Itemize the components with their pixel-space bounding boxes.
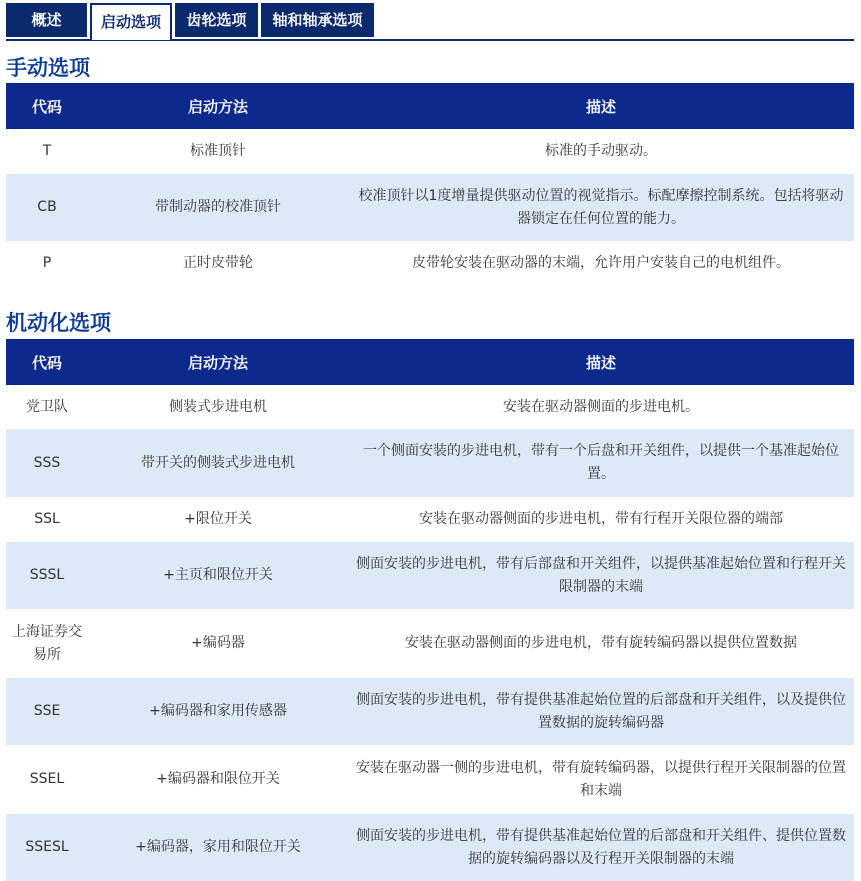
tab-shaft-bearing-options[interactable]: 轴和轴承选项 — [261, 3, 374, 37]
cell-description: 侧面安装的步进电机，带有提供基准起始位置的后部盘和开关组件、提供位置数据的旋转编码器以及行程开关限制器的末端 — [348, 814, 854, 881]
table-row — [6, 129, 854, 174]
cell-code: SSEL — [29, 771, 65, 787]
cell-description: 标准的手动驱动。 — [545, 143, 657, 159]
motorized-options-table — [6, 339, 854, 881]
table-row — [6, 429, 854, 497]
cell-code: CB — [6, 174, 88, 241]
cell-code: T — [42, 143, 52, 159]
manual-options-table — [6, 83, 854, 286]
cell-code: SSESL — [6, 814, 88, 881]
table-row — [6, 678, 854, 745]
column-header-method: 启动方法 — [88, 339, 348, 385]
manual-section-title: 手动选项 — [6, 56, 90, 80]
table-header-row — [6, 83, 854, 129]
cell-description: 皮带轮安装在驱动器的末端，允许用户安装自己的电机组件。 — [412, 255, 790, 271]
table-row — [6, 745, 854, 814]
column-header-code: 代码 — [6, 339, 88, 385]
cell-code: 党卫队 — [26, 398, 68, 415]
column-header-description: 描述 — [348, 339, 854, 385]
cell-description: 安装在驱动器侧面的步进电机。 — [503, 398, 699, 415]
cell-description: 安装在驱动器侧面的步进电机，带有旋转编码器以提供位置数据 — [405, 635, 797, 651]
cell-method: 带开关的侧装式步进电机 — [88, 429, 348, 497]
cell-method: 侧装式步进电机 — [169, 398, 267, 415]
column-header-description: 描述 — [348, 83, 854, 129]
motorized-section-title: 机动化选项 — [6, 311, 111, 335]
cell-code: SSL — [34, 511, 60, 527]
tab-startup-options[interactable]: 启动选项 — [90, 3, 172, 40]
cell-method: 带制动器的校准顶针 — [88, 174, 348, 241]
cell-method: +限位开关 — [184, 511, 252, 527]
cell-method: 正时皮带轮 — [183, 255, 253, 271]
table-row — [6, 174, 854, 241]
cell-method: 标准顶针 — [190, 143, 246, 159]
cell-code: SSS — [6, 429, 88, 497]
cell-method: +编码器和家用传感器 — [88, 678, 348, 745]
column-header-code: 代码 — [6, 83, 88, 129]
table-row — [6, 241, 854, 286]
cell-description: 安装在驱动器一侧的步进电机，带有旋转编码器，以提供行程开关限制器的位置和末端 — [356, 759, 846, 799]
table-header-row — [6, 339, 854, 385]
cell-code: P — [42, 255, 52, 271]
cell-method: +编码器和限位开关 — [156, 771, 280, 787]
cell-description: 安装在驱动器侧面的步进电机，带有行程开关限位器的端部 — [419, 511, 783, 527]
table-row — [6, 814, 854, 881]
cell-description: 侧面安装的步进电机，带有后部盘和开关组件，以提供基准起始位置和行程开关限制器的末端 — [348, 542, 854, 609]
cell-code: SSSL — [6, 542, 88, 609]
cell-description: 校准顶针以1度增量提供驱动位置的视觉指示。标配摩擦控制系统。包括将驱动器锁定在任何位置的能力。 — [348, 174, 854, 241]
table-row — [6, 497, 854, 542]
tab-overview[interactable]: 概述 — [6, 3, 87, 37]
table-row — [6, 609, 854, 678]
cell-description: 一个侧面安装的步进电机，带有一个后盘和开关组件，以提供一个基准起始位置。 — [348, 429, 854, 497]
cell-code: SSE — [6, 678, 88, 745]
tab-gear-options[interactable]: 齿轮选项 — [175, 3, 258, 37]
table-row — [6, 542, 854, 609]
cell-method: +编码器，家用和限位开关 — [88, 814, 348, 881]
tab-bar — [6, 3, 854, 41]
cell-method: +编码器 — [191, 635, 245, 651]
column-header-method: 启动方法 — [88, 83, 348, 129]
cell-code: 上海证券交易所 — [12, 623, 82, 663]
cell-method: +主页和限位开关 — [88, 542, 348, 609]
cell-description: 侧面安装的步进电机，带有提供基准起始位置的后部盘和开关组件，以及提供位置数据的旋转编码器 — [348, 678, 854, 745]
table-row — [6, 385, 854, 429]
